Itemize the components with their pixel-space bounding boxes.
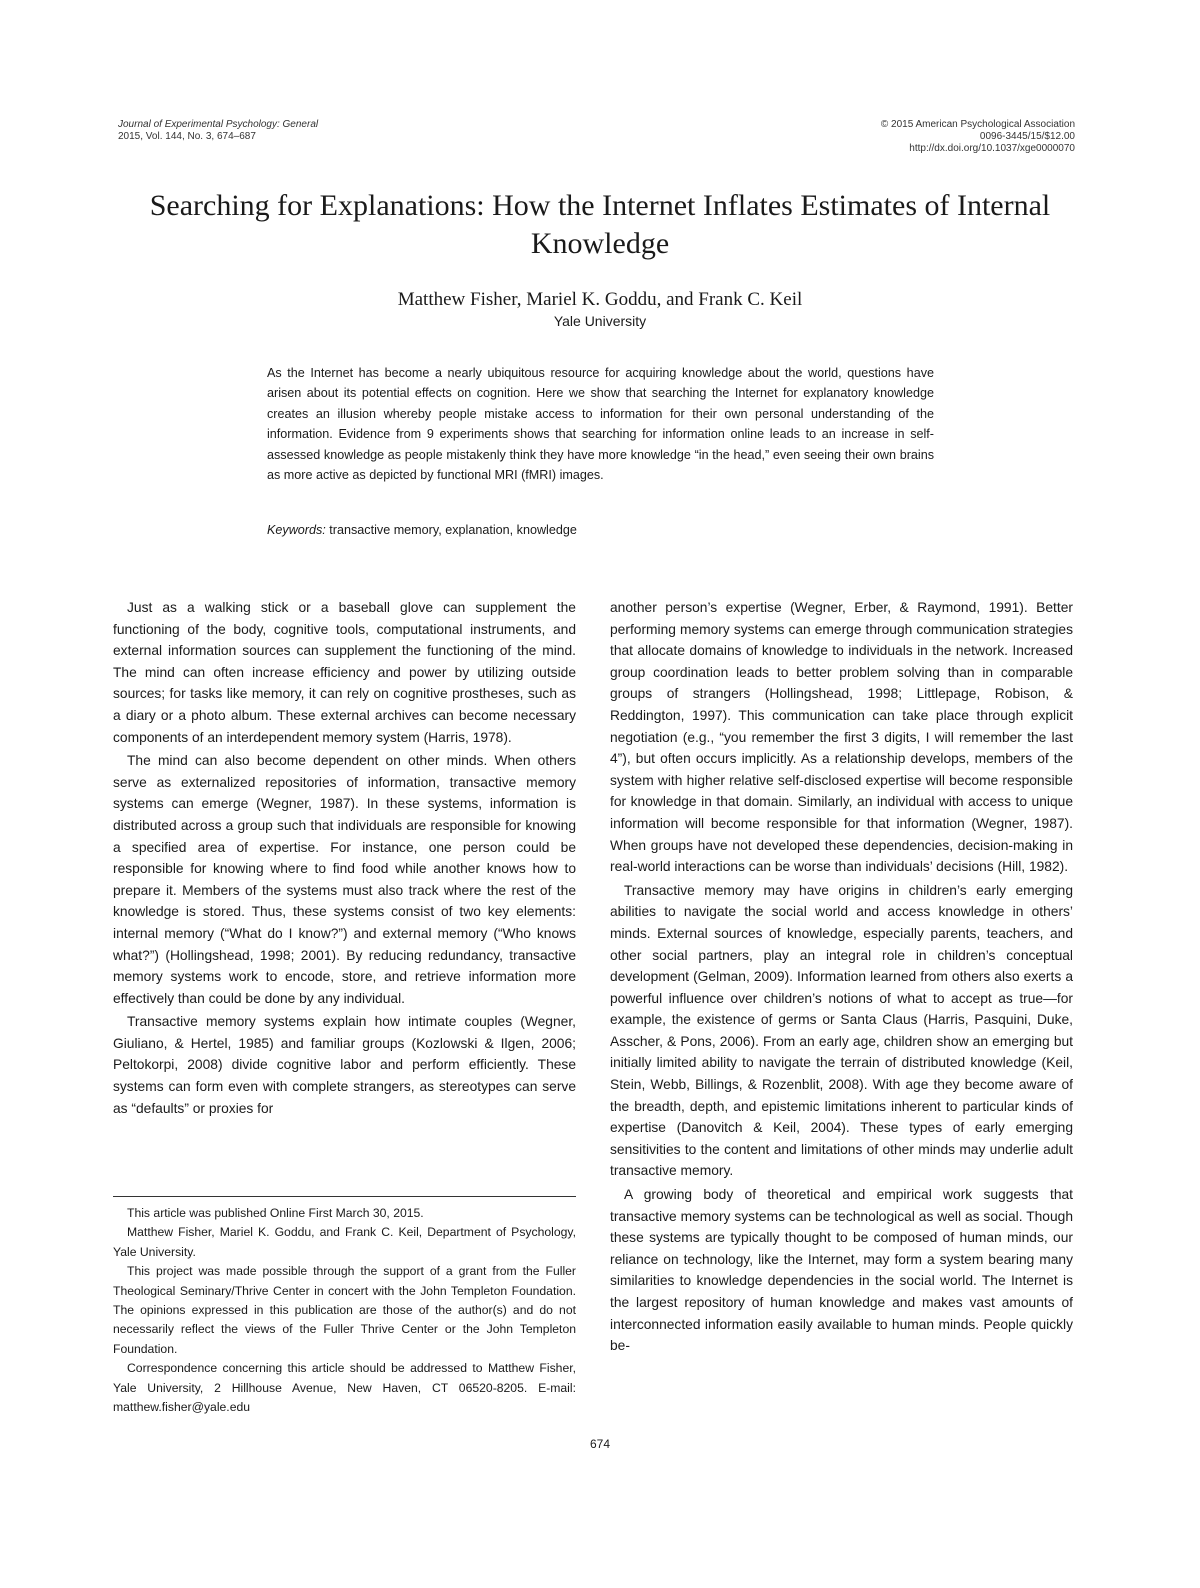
body-paragraph: Transactive memory may have origins in children’s early emerging abilities to navigate the social world and access knowledge in others’ minds. External sources of knowledge, especially parents, teachers, and other social partners, play an integral role in children’s conceptual development (Gelman, 2009). Information learned from others also exerts a powerful influence over children’s notions of what to accept as true—for example, the existence of germs or Santa Claus (Harris, Pasquini, Duke, Asscher, & Pons, 2006). From an early age, children show an emerging but initially limited ability to navigate the terrain of distributed knowledge (Keil, Stein, Webb, Billings, & Rozenblit, 2008). With age they become aware of the breadth, depth, and epistemic limitations inherent to particular kinds of expertise (Danovitch & Keil, 2004). These types of early emerging sensitivities to the content and limitations of other minds may underlie adult transactive memory. bbox=[610, 882, 1073, 1179]
footnote-divider bbox=[113, 1196, 576, 1197]
keywords bbox=[267, 520, 934, 540]
body-left-column bbox=[113, 597, 576, 1119]
issn-doi-line bbox=[881, 131, 1075, 155]
keywords-label: Keywords: bbox=[267, 523, 326, 537]
body-paragraph: Transactive memory systems explain how intimate couples (Wegner, Giuliano, & Hertel, 1985) and familiar groups (Kozlowski & Ilgen, 2006; Peltokorpi, 2008) divide cognitive labor and perform efficiently. These systems can form even with complete strangers, as stereotypes can serve as “defaults” or proxies for bbox=[113, 1014, 576, 1116]
footnote-publication-date: This article was published Online First March 30, 2015. bbox=[127, 1206, 424, 1220]
body-paragraph: Just as a walking stick or a baseball glove can supplement the functioning of the body, cognitive tools, computational instruments, and external information sources can supplement the functioning of the mind. The mind can often increase efficiency and power by utilizing outside sources; for tasks like memory, it can rely on cognitive prostheses, such as a diary or a photo album. These external archives can become necessary components of an interdependent memory system (Harris, 1978). bbox=[113, 600, 576, 745]
author-affiliation: Yale University bbox=[553, 313, 647, 329]
footnote-correspondence: Correspondence concerning this article should be addressed to Matthew Fisher, Yale University, 2 Hillhouse Avenue, New Haven, CT 06520-8205. E-mail: matthew.fisher@yale.edu bbox=[113, 1361, 576, 1415]
journal-issue: 2015, Vol. 144, No. 3, 674–687 bbox=[118, 131, 256, 142]
journal-header bbox=[118, 119, 318, 143]
body-paragraph: A growing body of theoretical and empirical work suggests that transactive memory systems can be technological as well as social. Though these systems are typically thought to be composed of human minds, our reliance on technology, like the Internet, may form a system bearing many similarities to knowledge dependencies in the social world. The Internet is the largest repository of human knowledge and makes vast amounts of interconnected information easily available to human minds. People quickly be- bbox=[610, 1187, 1073, 1354]
doi-link[interactable]: http://dx.doi.org/10.1037/xge0000070 bbox=[909, 143, 1075, 154]
article-title: Searching for Explanations: How the Internet Inflates Estimates of Internal Knowledge bbox=[149, 189, 1051, 260]
keywords-list: transactive memory, explanation, knowledge bbox=[329, 523, 577, 537]
body-right-column bbox=[610, 597, 1073, 1357]
footnote-affiliation: Matthew Fisher, Mariel K. Goddu, and Frank C. Keil, Department of Psychology, Yale University. bbox=[113, 1225, 576, 1259]
journal-name: Journal of Experimental Psychology: General bbox=[118, 119, 319, 130]
abstract: As the Internet has become a nearly ubiquitous resource for acquiring knowledge about the world, questions have arisen about its potential effects on cognition. Here we show that searching the Internet for explanatory knowledge creates an illusion whereby people mistake access to information for their own personal understanding of the information. Evidence from 9 experiments shows that searching for information online leads to an increase in self-assessed knowledge as people mistakenly think they have more knowledge “in the head,” even seeing their own brains as more active as depicted by functional MRI (fMRI) images. bbox=[267, 366, 934, 483]
issn: 0096-3445/15/$12.00 bbox=[979, 131, 1075, 142]
publisher-header bbox=[881, 119, 1075, 155]
body-paragraph: another person’s expertise (Wegner, Erber, & Raymond, 1991). Better performing memory systems can emerge through communication strategies that allocate domains of knowledge to individuals in the network. Increased group coordination leads to better problem solving than in comparable groups of strangers (Hollingshead, 1998; Littlepage, Robison, & Reddington, 1997). This communication can take place through explicit negotiation (e.g., “you remember the first 3 digits, I will remember the last 4”), but often occurs implicitly. As a relationship develops, members of the system with higher relative self-disclosed expertise will become responsible for knowledge in that domain. Similarly, an individual with access to unique information will become responsible for that information (Wegner, 1987). When groups have not developed these dependencies, decision-making in real-world interactions can be worse than individuals’ decisions (Hill, 1982). bbox=[610, 600, 1073, 875]
copyright-notice: © 2015 American Psychological Association bbox=[880, 119, 1075, 130]
page-number: 674 bbox=[589, 1437, 611, 1451]
footnotes bbox=[113, 1204, 576, 1417]
body-paragraph: The mind can also become dependent on other minds. When others serve as externalized repositories of information, transactive memory systems can emerge (Wegner, 1987). In these systems, information is distributed across a group such that individuals are responsible for knowing a specified area of expertise. For instance, one person could be responsible for knowing where to find food while another knows how to prepare it. Members of the systems must also track where the rest of the knowledge is stored. Thus, these systems consist of two key elements: internal memory (“What do I know?”) and external memory (“Who knows what?”) (Hollingshead, 1998; 2001). By reducing redundancy, transactive memory systems work to encode, store, and retrieve information more effectively than could be done by any individual. bbox=[113, 753, 576, 1006]
footnote-funding: This project was made possible through the support of a grant from the Fuller Theological Seminary/Thrive Center in concert with the John Templeton Foundation. The opinions expressed in this publication are those of the author(s) and do not necessarily reflect the views of the Fuller Thrive Center or the John Templeton Foundation. bbox=[113, 1264, 576, 1356]
article-authors: Matthew Fisher, Mariel K. Goddu, and Frank C. Keil bbox=[397, 289, 803, 310]
